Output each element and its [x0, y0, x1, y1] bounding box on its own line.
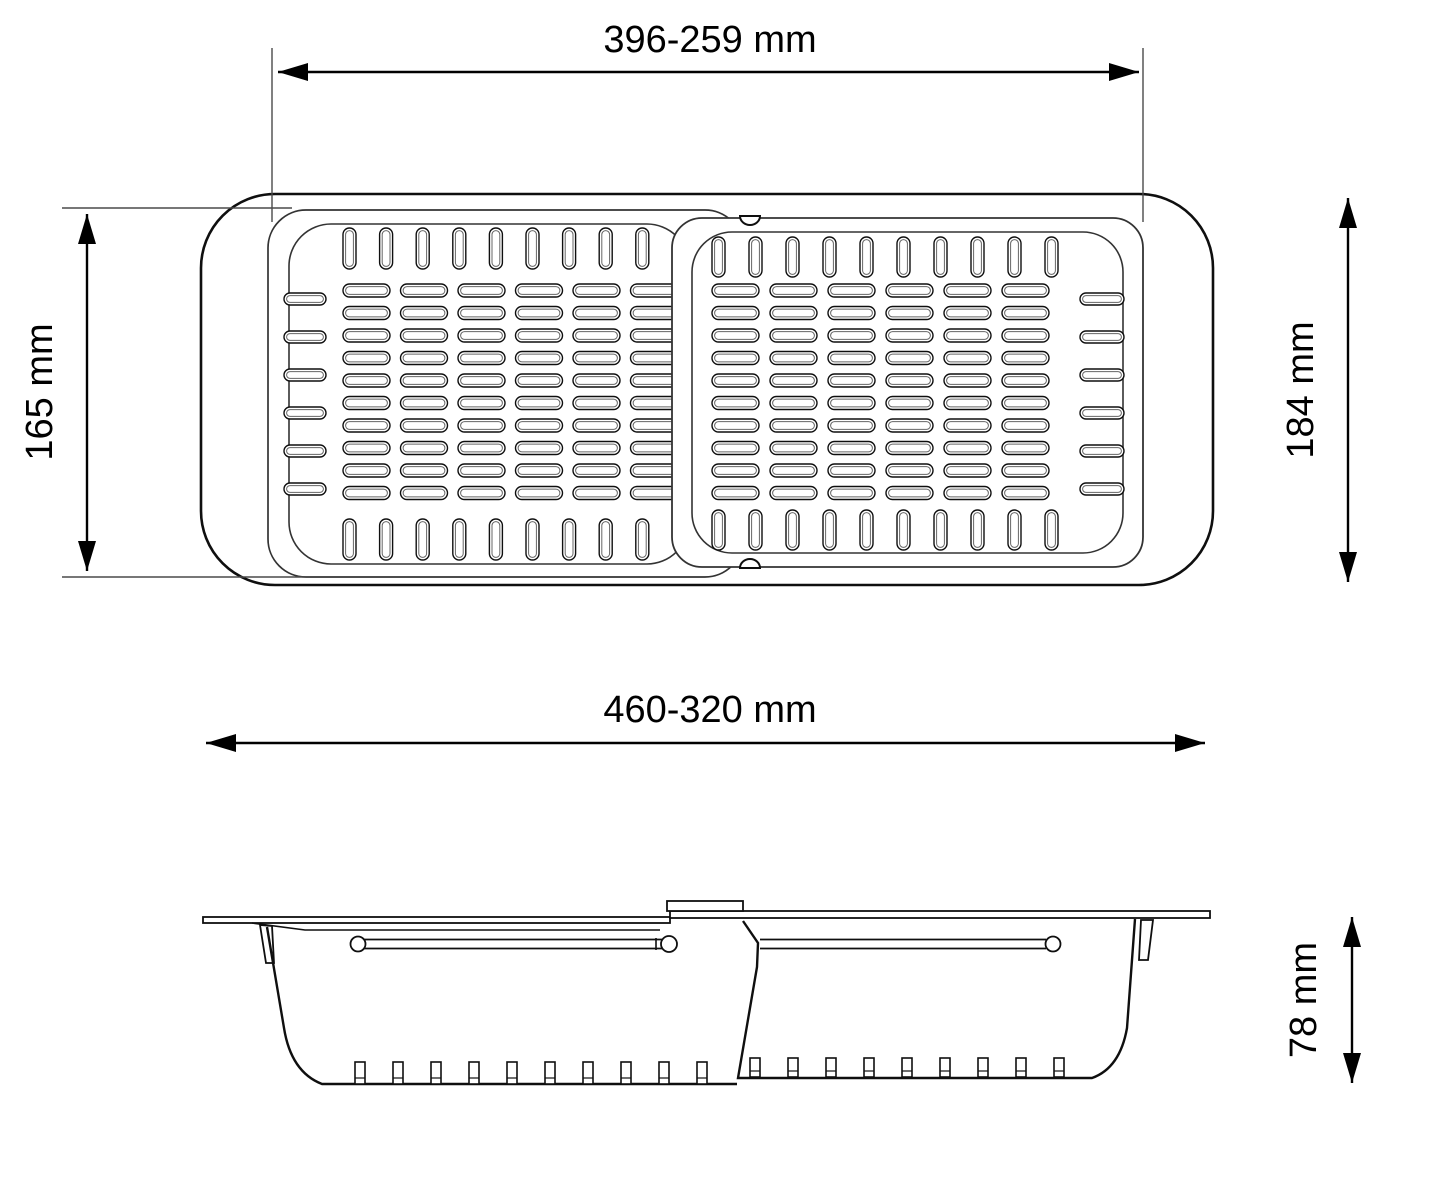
drain-slot-horizontal	[712, 397, 759, 410]
drain-slot-vertical	[823, 237, 836, 277]
foot-rib	[583, 1062, 593, 1084]
drain-slot-horizontal	[573, 419, 620, 432]
drain-slot-horizontal	[631, 374, 678, 387]
drain-slot-vertical	[489, 519, 502, 560]
drain-slot-vertical	[453, 228, 466, 269]
drain-slot-horizontal	[631, 397, 678, 410]
foot-rib	[545, 1062, 555, 1084]
side-left-feet	[355, 1062, 707, 1084]
drain-slot-horizontal	[770, 464, 817, 477]
drain-slot-horizontal	[1002, 464, 1049, 477]
drain-slot-horizontal	[516, 487, 563, 500]
drain-slot-vertical	[563, 519, 576, 560]
drain-slot-horizontal	[401, 329, 448, 342]
drain-slot-horizontal	[516, 374, 563, 387]
drain-slot-horizontal	[458, 487, 505, 500]
dim-label-top: 396-259 mm	[603, 19, 817, 61]
drain-slot-horizontal	[631, 442, 678, 455]
drain-slot-vertical	[749, 237, 762, 277]
drain-slot-horizontal	[516, 307, 563, 320]
drain-slot-horizontal	[516, 329, 563, 342]
drain-slot-horizontal	[770, 419, 817, 432]
drain-slot-horizontal	[944, 419, 991, 432]
drain-slot-horizontal	[458, 352, 505, 365]
drain-slot-horizontal	[886, 487, 933, 500]
drain-slot-horizontal	[944, 442, 991, 455]
drain-slot-horizontal	[284, 407, 326, 419]
drain-slot-horizontal	[458, 284, 505, 297]
drain-slot-horizontal	[343, 374, 390, 387]
drain-slot-horizontal	[944, 307, 991, 320]
drain-slot-horizontal	[516, 397, 563, 410]
drain-slot-horizontal	[828, 352, 875, 365]
drain-slot-vertical	[1008, 510, 1021, 550]
drain-slot-horizontal	[1002, 329, 1049, 342]
drain-slot-horizontal	[516, 464, 563, 477]
drain-slot-horizontal	[828, 487, 875, 500]
drain-slot-horizontal	[458, 374, 505, 387]
drain-slot-horizontal	[573, 374, 620, 387]
drain-slot-horizontal	[770, 487, 817, 500]
drain-slot-horizontal	[828, 442, 875, 455]
drain-slot-horizontal	[770, 374, 817, 387]
drain-slot-horizontal	[944, 329, 991, 342]
drain-slot-vertical	[526, 519, 539, 560]
drain-slot-horizontal	[712, 307, 759, 320]
foot-rib	[864, 1058, 874, 1077]
foot-rib	[659, 1062, 669, 1084]
drain-slot-vertical	[934, 510, 947, 550]
drain-slot-horizontal	[828, 464, 875, 477]
drain-slot-horizontal	[1002, 442, 1049, 455]
drain-slot-horizontal	[401, 464, 448, 477]
drain-slot-horizontal	[284, 369, 326, 381]
drain-slot-vertical	[971, 237, 984, 277]
foot-rib	[507, 1062, 517, 1084]
drain-slot-vertical	[860, 237, 873, 277]
drain-slot-horizontal	[886, 352, 933, 365]
drain-slot-horizontal	[343, 352, 390, 365]
drain-slot-horizontal	[458, 307, 505, 320]
drain-slot-horizontal	[1002, 487, 1049, 500]
drain-slot-horizontal	[886, 307, 933, 320]
drain-slot-horizontal	[401, 352, 448, 365]
top-view-left-floor	[289, 224, 689, 564]
drain-slot-vertical	[343, 228, 356, 269]
foot-rib	[750, 1058, 760, 1077]
drain-slot-vertical	[636, 228, 649, 269]
drain-slot-horizontal	[458, 464, 505, 477]
side-view	[203, 901, 1210, 1084]
left-rod-left-knob	[351, 937, 366, 952]
drain-slot-horizontal	[401, 487, 448, 500]
drain-slot-horizontal	[828, 329, 875, 342]
drain-slot-vertical	[1045, 510, 1058, 550]
drain-slot-horizontal	[516, 419, 563, 432]
side-right-sink-clip	[1139, 920, 1153, 960]
drain-slot-horizontal	[284, 483, 326, 495]
drain-slot-horizontal	[944, 397, 991, 410]
drain-slot-horizontal	[573, 284, 620, 297]
drain-slot-horizontal	[886, 419, 933, 432]
drain-slot-horizontal	[712, 284, 759, 297]
drain-slot-horizontal	[343, 464, 390, 477]
drain-slot-horizontal	[770, 352, 817, 365]
drain-slot-horizontal	[516, 442, 563, 455]
drain-slot-horizontal	[401, 442, 448, 455]
drain-slot-vertical	[380, 519, 393, 560]
drain-slot-horizontal	[712, 419, 759, 432]
foot-rib	[978, 1058, 988, 1077]
drain-slot-horizontal	[343, 487, 390, 500]
drain-slot-horizontal	[631, 329, 678, 342]
drain-slot-horizontal	[886, 464, 933, 477]
drain-slot-horizontal	[573, 329, 620, 342]
drain-slot-horizontal	[828, 374, 875, 387]
drain-slot-horizontal	[631, 419, 678, 432]
foot-rib	[940, 1058, 950, 1077]
drain-slot-vertical	[786, 237, 799, 277]
foot-rib	[431, 1062, 441, 1084]
drain-slot-horizontal	[343, 307, 390, 320]
drain-slot-horizontal	[828, 419, 875, 432]
dim-label-side-height: 78 mm	[1283, 941, 1325, 1059]
drain-slot-vertical	[343, 519, 356, 560]
drain-slot-vertical	[416, 228, 429, 269]
drain-slot-horizontal	[401, 307, 448, 320]
foot-rib	[788, 1058, 798, 1077]
drain-slot-horizontal	[712, 329, 759, 342]
drain-slot-horizontal	[828, 397, 875, 410]
drain-slot-horizontal	[1080, 369, 1124, 381]
foot-rib	[469, 1062, 479, 1084]
drain-slot-horizontal	[343, 442, 390, 455]
drain-slot-horizontal	[886, 284, 933, 297]
right-rod-knob	[1046, 937, 1061, 952]
dim-label-middle: 460-320 mm	[603, 689, 817, 731]
drain-slot-horizontal	[712, 352, 759, 365]
drain-slot-horizontal	[573, 352, 620, 365]
drain-slot-horizontal	[944, 464, 991, 477]
drain-slot-horizontal	[401, 397, 448, 410]
drain-slot-horizontal	[631, 307, 678, 320]
drain-slot-vertical	[380, 228, 393, 269]
drain-slot-horizontal	[770, 329, 817, 342]
side-junction-tab	[667, 901, 743, 911]
drain-slot-horizontal	[712, 374, 759, 387]
drain-slot-vertical	[453, 519, 466, 560]
drain-slot-vertical	[860, 510, 873, 550]
drain-slot-horizontal	[944, 352, 991, 365]
drain-slot-horizontal	[573, 307, 620, 320]
drain-slot-horizontal	[458, 329, 505, 342]
drain-slot-horizontal	[1080, 483, 1124, 495]
drain-slot-horizontal	[401, 374, 448, 387]
drain-slot-vertical	[897, 510, 910, 550]
top-view-right-floor	[692, 232, 1123, 553]
drain-slot-horizontal	[1080, 407, 1124, 419]
drain-slot-horizontal	[1002, 284, 1049, 297]
drain-slot-horizontal	[343, 397, 390, 410]
foot-rib	[826, 1058, 836, 1077]
drain-slot-horizontal	[401, 419, 448, 432]
drain-slot-horizontal	[516, 284, 563, 297]
side-right-feet	[750, 1058, 1064, 1077]
side-left-rim	[203, 917, 670, 923]
drain-slot-horizontal	[886, 442, 933, 455]
drain-slot-horizontal	[1080, 293, 1124, 305]
drain-slot-horizontal	[573, 397, 620, 410]
side-right-rim	[670, 911, 1210, 918]
drain-slot-horizontal	[573, 464, 620, 477]
top-junction-clip	[740, 216, 760, 225]
drain-slot-vertical	[712, 510, 725, 550]
side-left-rim-underside	[252, 923, 660, 930]
foot-rib	[621, 1062, 631, 1084]
left-rod-right-knob	[661, 936, 677, 952]
drain-slot-horizontal	[1002, 307, 1049, 320]
drain-slot-vertical	[599, 519, 612, 560]
foot-rib	[1054, 1058, 1064, 1077]
drain-slot-horizontal	[1002, 352, 1049, 365]
bottom-junction-clip	[740, 559, 760, 568]
drain-slot-horizontal	[401, 284, 448, 297]
drain-slot-horizontal	[1002, 419, 1049, 432]
drain-slot-horizontal	[284, 445, 326, 457]
drain-slot-horizontal	[573, 487, 620, 500]
foot-rib	[902, 1058, 912, 1077]
drain-slot-horizontal	[343, 329, 390, 342]
drain-slot-vertical	[563, 228, 576, 269]
drain-slot-vertical	[971, 510, 984, 550]
drain-slot-horizontal	[944, 374, 991, 387]
drain-slot-vertical	[489, 228, 502, 269]
drain-slot-horizontal	[458, 397, 505, 410]
drain-slot-horizontal	[343, 419, 390, 432]
drain-slot-vertical	[897, 237, 910, 277]
drain-slot-horizontal	[631, 487, 678, 500]
drain-slot-horizontal	[573, 442, 620, 455]
drain-slot-horizontal	[712, 442, 759, 455]
foot-rib	[697, 1062, 707, 1084]
foot-rib	[1016, 1058, 1026, 1077]
dim-label-right: 184 mm	[1280, 321, 1322, 459]
drain-slot-horizontal	[944, 487, 991, 500]
drain-slot-horizontal	[712, 487, 759, 500]
drain-slot-vertical	[526, 228, 539, 269]
drain-slot-vertical	[599, 228, 612, 269]
drain-slot-horizontal	[284, 293, 326, 305]
drain-slot-horizontal	[770, 307, 817, 320]
drain-slot-horizontal	[516, 352, 563, 365]
drain-slot-horizontal	[886, 329, 933, 342]
drain-slot-horizontal	[770, 442, 817, 455]
foot-rib	[355, 1062, 365, 1084]
drain-slot-horizontal	[828, 307, 875, 320]
drain-slot-horizontal	[1080, 445, 1124, 457]
drain-slot-horizontal	[1002, 397, 1049, 410]
drain-slot-horizontal	[458, 419, 505, 432]
drain-slot-horizontal	[770, 284, 817, 297]
drain-slot-horizontal	[828, 284, 875, 297]
drain-slot-vertical	[1045, 237, 1058, 277]
side-right-body-fill	[738, 919, 1135, 1078]
drain-slot-vertical	[712, 237, 725, 277]
drain-slot-vertical	[786, 510, 799, 550]
drain-slot-horizontal	[631, 284, 678, 297]
drain-slot-vertical	[416, 519, 429, 560]
drain-slot-vertical	[636, 519, 649, 560]
drain-slot-horizontal	[631, 464, 678, 477]
top-view	[201, 194, 1213, 585]
drain-slot-horizontal	[1002, 374, 1049, 387]
drain-slot-horizontal	[712, 464, 759, 477]
foot-rib	[393, 1062, 403, 1084]
drain-slot-vertical	[1008, 237, 1021, 277]
drain-slot-horizontal	[631, 352, 678, 365]
drain-slot-horizontal	[458, 442, 505, 455]
drain-slot-horizontal	[886, 397, 933, 410]
drain-slot-vertical	[934, 237, 947, 277]
drain-slot-horizontal	[343, 284, 390, 297]
drain-slot-horizontal	[1080, 331, 1124, 343]
drain-slot-vertical	[749, 510, 762, 550]
drain-slot-horizontal	[770, 397, 817, 410]
drain-slot-horizontal	[886, 374, 933, 387]
dim-label-left: 165 mm	[19, 323, 61, 461]
drain-slot-horizontal	[944, 284, 991, 297]
drain-slot-vertical	[823, 510, 836, 550]
drain-slot-horizontal	[284, 331, 326, 343]
